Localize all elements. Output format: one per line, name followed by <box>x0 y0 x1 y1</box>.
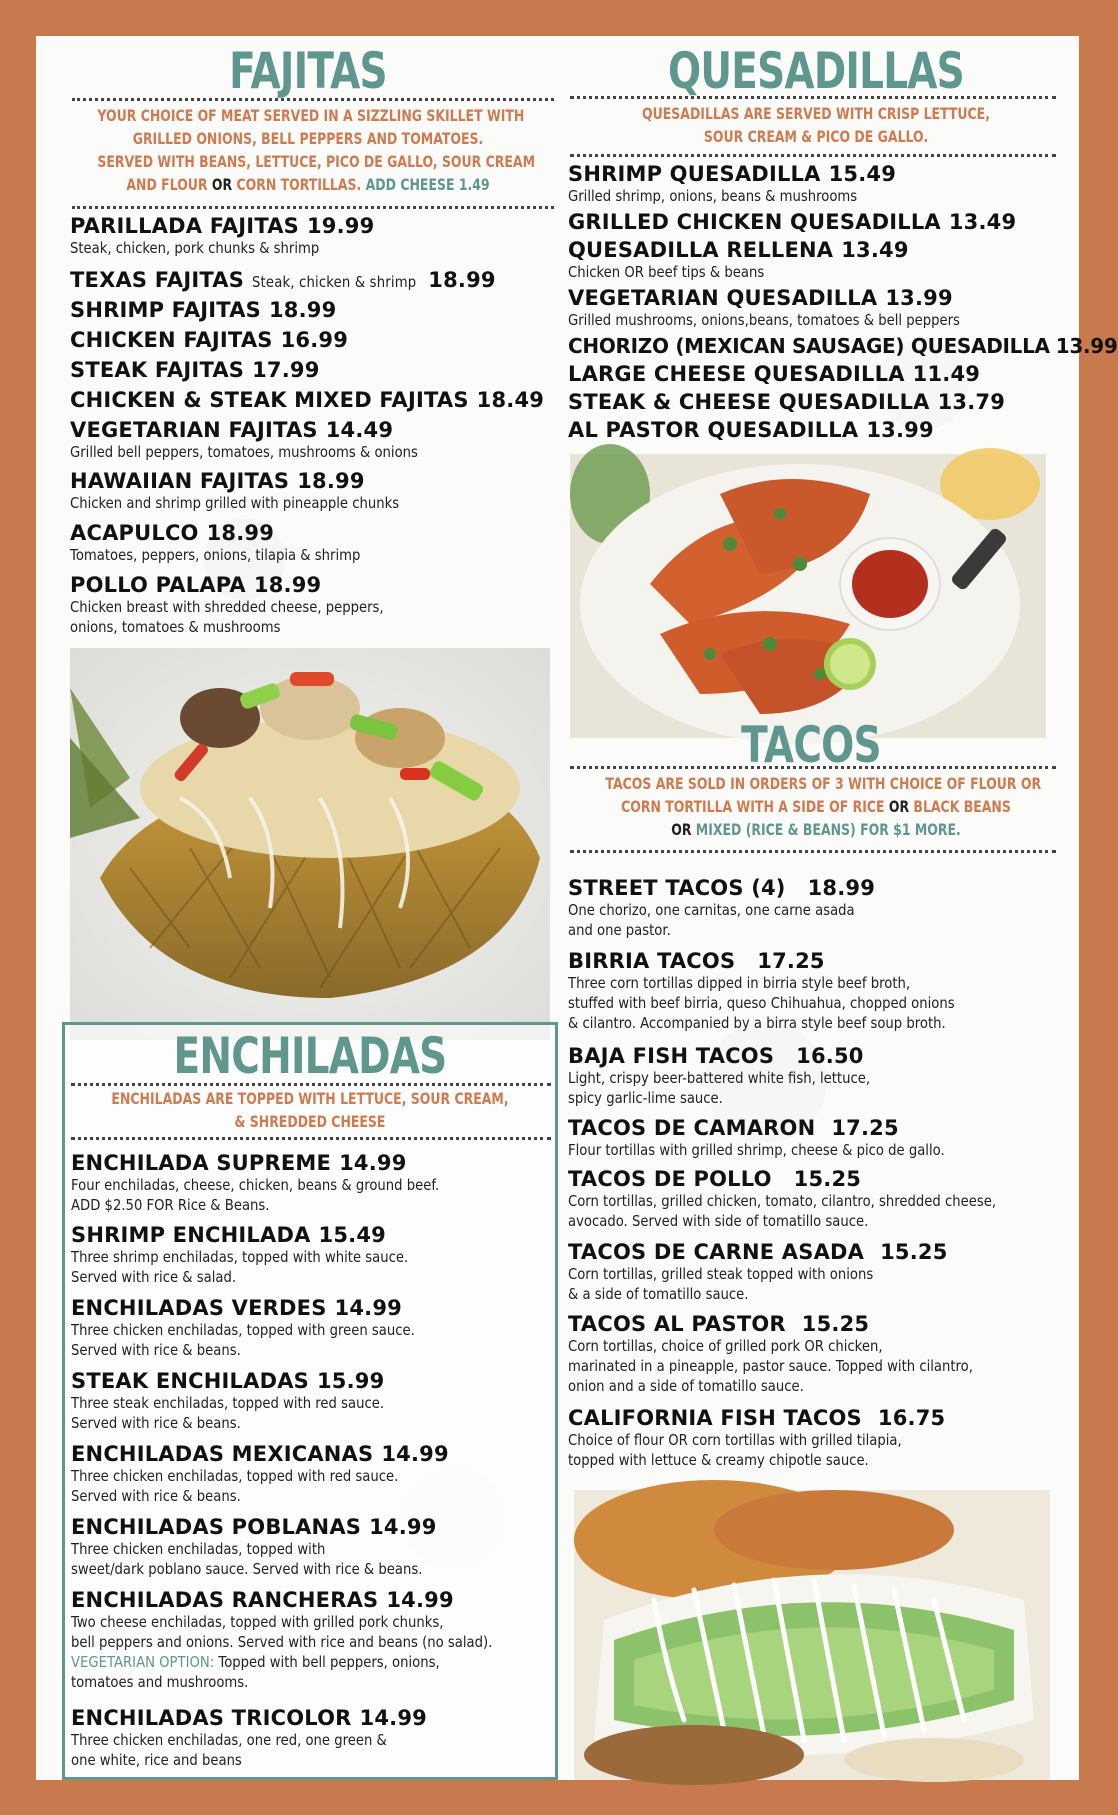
birria-tacos-photo <box>570 454 1046 738</box>
item-name: CHORIZO (MEXICAN SAUSAGE) QUESADILLA <box>568 334 1050 358</box>
item-description <box>71 1652 492 1672</box>
desc-line: SERVED WITH BEANS, LETTUCE, PICO DE GALLO, SOUR CREAM <box>97 152 536 171</box>
item-price: 13.49 <box>841 238 909 262</box>
desc-or: OR <box>211 175 233 194</box>
enchiladas-photo <box>574 1490 1050 1780</box>
menu-item <box>71 1515 470 1579</box>
item-name: TACOS DE CARNE ASADA <box>568 1240 865 1264</box>
item-price: 11.49 <box>912 362 981 386</box>
desc-line: QUESADILLAS ARE SERVED WITH CRISP LETTUCE, <box>642 104 990 123</box>
item-description: sweet/dark poblano sauce. Served with rice & beans. <box>71 1560 423 1578</box>
item-price: 13.99 <box>885 286 953 310</box>
item-name: ENCHILADAS TRICOLOR <box>71 1706 352 1730</box>
item-price: 14.99 <box>359 1706 427 1730</box>
menu-item <box>568 238 909 282</box>
item-price: 15.25 <box>793 1167 862 1191</box>
item-name: SHRIMP ENCHILADA <box>71 1223 311 1247</box>
enchiladas-plate-image <box>574 1490 1050 1780</box>
item-description: Grilled mushrooms, onions,beans, tomatoes & bell peppers <box>568 311 960 329</box>
item-name: QUESADILLA RELLENA <box>568 238 834 262</box>
enchiladas-description <box>45 1087 575 1133</box>
item-description: Steak, chicken, pork chunks & shrimp <box>70 239 320 257</box>
divider <box>72 206 554 209</box>
desc-line: ENCHILADAS ARE TOPPED WITH LETTUCE, SOUR CREAM, <box>111 1089 509 1108</box>
divider <box>570 850 1056 853</box>
menu-item <box>71 1151 489 1215</box>
menu-item <box>568 1167 1054 1231</box>
item-description: Served with rice & beans. <box>71 1341 241 1359</box>
item-description: Three chicken enchiladas, topped with red sauce. <box>71 1467 399 1485</box>
item-name: STREET TACOS (4) <box>568 876 786 900</box>
item-price: 17.25 <box>831 1116 899 1140</box>
item-description: Corn tortillas, choice of grilled pork OR chicken, <box>568 1337 883 1355</box>
item-description: Steak, chicken & shrimp <box>251 273 416 291</box>
vegetarian-option-label: VEGETARIAN OPTION: <box>71 1653 215 1671</box>
item-description: Four enchiladas, cheese, chicken, beans & ground beef. <box>71 1176 440 1194</box>
item-price: 14.99 <box>334 1296 402 1320</box>
divider <box>570 154 1056 157</box>
menu-item <box>71 1296 462 1360</box>
item-price: 16.50 <box>796 1044 864 1068</box>
menu-item <box>568 286 1013 330</box>
item-price: 15.49 <box>828 162 897 186</box>
desc-or: OR <box>671 820 692 839</box>
item-description: Served with rice & salad. <box>71 1268 237 1286</box>
item-description: spicy garlic-lime sauce. <box>568 1089 723 1107</box>
desc-line: SOUR CREAM & PICO DE GALLO. <box>703 127 929 146</box>
item-name: STEAK & CHEESE QUESADILLA <box>568 390 930 414</box>
item-name: TACOS DE CAMARON <box>568 1116 816 1140</box>
item-description: Chicken and shrimp grilled with pineapple chunks <box>70 494 400 512</box>
item-name: BIRRIA TACOS <box>568 949 736 973</box>
item-description: Two cheese enchiladas, topped with grilled pork chunks, <box>71 1613 444 1631</box>
item-name: STEAK ENCHILADAS <box>71 1369 309 1393</box>
menu-item <box>71 1588 550 1692</box>
menu-item <box>70 469 444 513</box>
item-description: topped with lettuce & creamy chipotle sauce. <box>568 1451 869 1469</box>
menu-item <box>70 214 374 258</box>
item-name: TACOS AL PASTOR <box>568 1312 786 1336</box>
enchiladas-title: ENCHILADAS <box>173 1027 447 1085</box>
item-price: 18.49 <box>476 388 545 412</box>
divider <box>570 96 1056 99</box>
item-price: 15.99 <box>317 1369 385 1393</box>
item-description: Three chicken enchiladas, topped with green sauce. <box>71 1321 415 1339</box>
item-description: One chorizo, one carnitas, one carne asada <box>568 901 855 919</box>
item-description: one white, rice and beans <box>71 1751 242 1769</box>
item-name: CHICKEN & STEAK MIXED FAJITAS <box>70 388 469 412</box>
divider <box>72 98 554 101</box>
vegetarian-option-text: Topped with bell peppers, onions, <box>214 1653 440 1671</box>
item-description: Three chicken enchiladas, one red, one green & <box>71 1731 387 1749</box>
item-name: SHRIMP QUESADILLA <box>568 162 821 186</box>
desc-text: BLACK BEANS <box>909 797 1011 816</box>
item-description: onion and a side of tomatillo sauce. <box>568 1377 804 1395</box>
item-name: CHICKEN FAJITAS <box>70 328 273 352</box>
desc-text: CORN TORTILLA WITH A SIDE OF RICE <box>621 797 889 816</box>
item-description: stuffed with beef birria, queso Chihuahua, chopped onions <box>568 994 955 1012</box>
pineapple-bowl-image <box>70 648 550 1040</box>
menu-item <box>568 1116 996 1160</box>
item-name: GRILLED CHICKEN QUESADILLA <box>568 210 941 234</box>
item-description: Chicken breast with shredded cheese, peppers, <box>70 598 384 616</box>
menu-item <box>70 521 400 565</box>
divider <box>570 766 1056 769</box>
menu-item <box>568 390 1005 414</box>
item-description: Corn tortillas, grilled steak topped with onions <box>568 1265 874 1283</box>
item-name: TACOS DE POLLO <box>568 1167 772 1191</box>
desc-line <box>605 818 1026 841</box>
item-description: Flour tortillas with grilled shrimp, cheese & pico de gallo. <box>568 1141 945 1159</box>
menu-item <box>71 1223 454 1287</box>
menu-item <box>70 388 544 412</box>
item-description: Three chicken enchiladas, topped with <box>71 1540 326 1558</box>
item-price: 19.99 <box>307 214 375 238</box>
item-price: 16.99 <box>280 328 349 352</box>
menu-item <box>70 573 426 637</box>
item-price: 14.99 <box>381 1442 449 1466</box>
item-name: ENCHILADAS VERDES <box>71 1296 327 1320</box>
tacos-description <box>546 772 1086 841</box>
item-price: 14.99 <box>339 1151 407 1175</box>
item-name: ENCHILADAS POBLANAS <box>71 1515 362 1539</box>
item-description: Light, crispy beer-battered white fish, lettuce, <box>568 1069 871 1087</box>
item-name: ENCHILADAS RANCHERAS <box>71 1588 379 1612</box>
item-price: 18.99 <box>428 268 496 292</box>
item-price: 18.99 <box>253 573 322 597</box>
quesadillas-description <box>546 102 1086 148</box>
item-price: 13.99 <box>866 418 934 442</box>
item-price: 14.49 <box>325 418 394 442</box>
menu-item <box>568 334 1118 358</box>
desc-or: OR <box>888 797 910 816</box>
menu-page <box>36 36 1118 1780</box>
item-description: tomatoes and mushrooms. <box>71 1673 249 1691</box>
enchiladas-section <box>62 1022 558 1780</box>
desc-text: MIXED (RICE & BEANS) FOR $1 MORE. <box>691 820 961 839</box>
item-price: 16.75 <box>877 1406 946 1430</box>
item-price: 13.79 <box>937 390 1006 414</box>
item-description: & a side of tomatillo sauce. <box>568 1285 749 1303</box>
desc-text: AND FLOUR <box>126 175 212 194</box>
desc-line <box>97 173 518 196</box>
menu-item <box>568 1044 911 1108</box>
menu-item <box>70 418 465 462</box>
menu-item <box>568 210 1016 234</box>
item-description: marinated in a pineapple, pastor sauce. Topped with cilantro, <box>568 1357 973 1375</box>
menu-item <box>568 1406 947 1470</box>
item-description: bell peppers and onions. Served with rice and beans (no salad). <box>71 1633 493 1651</box>
pineapple-fajita-photo <box>70 648 550 1040</box>
tacos-title: TACOS <box>741 716 881 774</box>
desc-line: TACOS ARE SOLD IN ORDERS OF 3 WITH CHOICE OF FLOUR OR <box>605 774 1042 793</box>
item-name: SHRIMP FAJITAS <box>70 298 261 322</box>
item-name: ACAPULCO <box>70 521 199 545</box>
item-name: HAWAIIAN FAJITAS <box>70 469 290 493</box>
item-price: 15.49 <box>318 1223 386 1247</box>
menu-item <box>70 268 496 292</box>
item-description: avocado. Served with side of tomatillo sauce. <box>568 1212 869 1230</box>
fajitas-title: FAJITAS <box>229 42 387 100</box>
item-description: onions, tomatoes & mushrooms <box>70 618 281 636</box>
item-description: and one pastor. <box>568 921 671 939</box>
item-name: CALIFORNIA FISH TACOS <box>568 1406 862 1430</box>
item-description: Corn tortillas, grilled chicken, tomato, cilantro, shredded cheese, <box>568 1192 997 1210</box>
desc-line: YOUR CHOICE OF MEAT SERVED IN A SIZZLING SKILLET WITH <box>97 106 525 125</box>
item-name: TEXAS FAJITAS <box>70 268 245 292</box>
item-description: Three corn tortillas dipped in birria style beef broth, <box>568 974 911 992</box>
item-description: Chicken OR beef tips & beans <box>568 263 765 281</box>
desc-add-cheese: ADD CHEESE 1.49 <box>365 175 490 194</box>
menu-item <box>568 876 894 940</box>
item-price: 17.25 <box>757 949 825 973</box>
fajitas-description <box>38 104 578 196</box>
menu-item <box>568 418 934 442</box>
menu-item <box>70 358 320 382</box>
item-name: VEGETARIAN FAJITAS <box>70 418 318 442</box>
desc-text: CORN TORTILLAS. <box>232 175 366 194</box>
item-name: STEAK FAJITAS <box>70 358 245 382</box>
item-description: Grilled shrimp, onions, beans & mushrooms <box>568 187 858 205</box>
item-description: Choice of flour OR corn tortillas with grilled tilapia, <box>568 1431 902 1449</box>
item-price: 14.99 <box>369 1515 437 1539</box>
menu-item <box>568 949 1007 1033</box>
item-name: VEGETARIAN QUESADILLA <box>568 286 878 310</box>
menu-item <box>568 162 897 206</box>
menu-item <box>71 1369 427 1433</box>
item-name: ENCHILADA SUPREME <box>71 1151 332 1175</box>
item-price: 18.99 <box>297 469 365 493</box>
divider <box>71 1137 551 1140</box>
item-price: 18.99 <box>268 298 337 322</box>
item-name: BAJA FISH TACOS <box>568 1044 775 1068</box>
item-description: Tomatoes, peppers, onions, tilapia & shrimp <box>70 546 361 564</box>
desc-line: & SHREDDED CHEESE <box>234 1112 386 1131</box>
item-description: ADD $2.50 FOR Rice & Beans. <box>71 1196 270 1214</box>
menu-item <box>71 1442 449 1506</box>
menu-item <box>70 328 348 352</box>
item-price: 14.99 <box>386 1588 454 1612</box>
item-description: Grilled bell peppers, tomatoes, mushrooms & onions <box>70 443 418 461</box>
item-description: Three shrimp enchiladas, topped with white sauce. <box>71 1248 409 1266</box>
item-price: 15.25 <box>880 1240 948 1264</box>
menu-item <box>70 298 336 322</box>
item-name: POLLO PALAPA <box>70 573 246 597</box>
item-name: ENCHILADAS MEXICANAS <box>71 1442 374 1466</box>
item-description: Served with rice & beans. <box>71 1414 241 1432</box>
menu-item <box>568 1240 948 1304</box>
item-name: AL PASTOR QUESADILLA <box>568 418 859 442</box>
desc-line: GRILLED ONIONS, BELL PEPPERS AND TOMATOES. <box>132 129 484 148</box>
item-price: 13.49 <box>948 210 1017 234</box>
quesadillas-title: QUESADILLAS <box>667 42 965 100</box>
item-description: Served with rice & beans. <box>71 1487 241 1505</box>
item-price: 18.99 <box>807 876 876 900</box>
item-price: 15.25 <box>801 1312 870 1336</box>
menu-item <box>568 362 980 386</box>
menu-item <box>71 1706 430 1770</box>
item-description: & cilantro. Accompanied by a birra style beef soup broth. <box>568 1014 946 1032</box>
item-description: Three steak enchiladas, topped with red sauce. <box>71 1394 385 1412</box>
birria-tacos-image <box>570 454 1046 738</box>
desc-line <box>605 795 1026 818</box>
menu-item <box>568 1312 1028 1396</box>
item-price: 13.99 <box>1055 334 1118 358</box>
divider <box>71 1083 551 1086</box>
item-name: LARGE CHEESE QUESADILLA <box>568 362 905 386</box>
item-price: 17.99 <box>252 358 320 382</box>
item-name: PARILLADA FAJITAS <box>70 214 299 238</box>
item-price: 18.99 <box>206 521 275 545</box>
